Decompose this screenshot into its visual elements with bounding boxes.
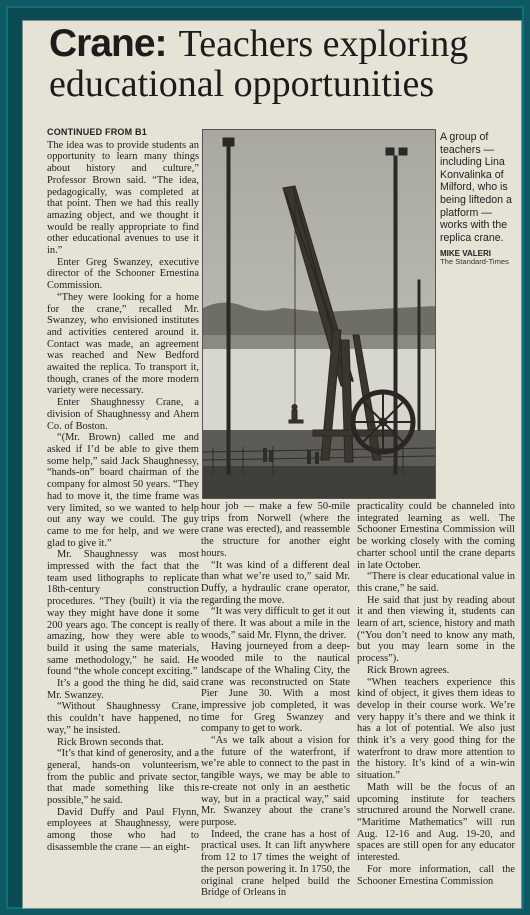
- paragraph: hour job — make a few 50-mile trips from Norwell (where the crane was erected), and reassemble the structure for another eight hours.: [201, 501, 350, 559]
- paragraph: The idea was to provide students an opportunity to learn many things about history and culture,” Professor Brown said. “The idea, pedagogically, was completed at that point. Then we had this really amazing object, and we thought it would be really appropriate to find other educational avenues to use it in.”: [47, 139, 199, 257]
- paragraph: Mr. Shaughnessy was most impressed with the fact that the team used lithographs to replicate 18th-century construction procedures. “They (built) it via the way they might have done it some 200 years ago. The concept is really amazing, how they were able to build it using the same materials, same methodology,” he said. He found “the whole concept exciting.”: [47, 549, 199, 678]
- paragraph: “When teachers experience this kind of object, it gives them ideas to develop in their course work. We’re very happy it’s there and we think it has a lot of potential. We also just think it’s a very good thing for the waterfront to draw more attention to the history. It’s kind of a win-win situation.”: [357, 676, 515, 782]
- paragraph: Indeed, the crane has a host of practical uses. It can lift anywhere from 12 to 17 times the weight of the person powering it. In 1750, the original crane helped build the Bridge of Orleans in: [201, 828, 350, 899]
- crane-replica-image: [203, 130, 435, 498]
- headline-line-1-rest: Teachers exploring: [178, 23, 469, 65]
- article-column-3: [357, 501, 515, 887]
- paragraph: Math will be the focus of an upcoming institute for teachers structured around the Norwell crane. “Maritime Mathematics” will run Aug. 12-16 and Aug. 19-20, and spaces are still open for any educator interested.: [357, 781, 515, 864]
- newspaper-clipping: [22, 20, 522, 909]
- photo-caption: A group of teachers — including Lina Konvalinka of Milford, who is being liftedon a platform — works with the replica crane.: [440, 131, 512, 244]
- continued-from-label: CONTINUED FROM B1: [47, 127, 147, 137]
- paragraph: “Without Shaughnessy Crane, this couldn’t have happened, no way,” he insisted.: [47, 701, 199, 736]
- photo-credit-name: MIKE VALERI: [440, 249, 491, 258]
- paragraph: “It’s that kind of generosity, and a general, hands-on volunteerism, from the public and private sector, that made something like this possible,” he said.: [47, 748, 199, 807]
- headline-line-1: [49, 23, 519, 64]
- paragraph: It’s a good the thing he did, said Mr. Swanzey.: [47, 678, 199, 701]
- paragraph: “As we talk about a vision for the future of the waterfront, if we’re able to connect to the past in tangible ways, we may be able to re-create not only in an aesthetic way, but in a practical way,” said Mr. Swanzey about the crane’s purpose.: [201, 735, 350, 828]
- paragraph: For more information, call the Schooner Ernestina Commission: [357, 863, 515, 887]
- headline-kicker: Crane:: [49, 22, 167, 65]
- paragraph: Having journeyed from a deep-wooded mile to the nautical landscape of the Whaling City, the crane was reconstructed on State Pier June 30. With a most impressive job completed, it was time for Greg Swanzey and company to get to work.: [201, 641, 350, 735]
- paragraph: Rick Brown seconds that.: [57, 736, 164, 748]
- paragraph: David Duffy and Paul Flynn, employees at Shaughnessy, were among those who had to disassemble the crane — an eight-: [47, 806, 199, 853]
- paragraph: practicality could be channeled into integrated learning as well. The Schooner Ernestina Commission will be working closely with the coming charter school until the crane departs in late October.: [357, 501, 515, 571]
- clipping-frame: [6, 6, 524, 909]
- headline: [49, 23, 519, 104]
- paragraph: He said that just by reading about it and then viewing it, students can learn of art, science, history and math (“You don’t need to know any math, but you may learn some in the process”).: [357, 594, 515, 665]
- paragraph: “(Mr. Brown) called me and asked if I’d be able to give them some help,” said Jack Shaughnessy, “hands-on” board chairman of the company for almost 50 years. “They had to move it, the time frame was very limited, so we wanted to help out any way we could. The guy came to me for help, and we were glad to give it.”: [47, 432, 199, 549]
- paragraph: Enter Shaughnessy Crane, a division of Shaughnessy and Ahern Co. of Boston.: [47, 397, 199, 432]
- paragraph: “It was kind of a different deal than what we’re used to,” said Mr. Duffy, a hydraulic crane operator, regarding the move.: [201, 559, 350, 606]
- paragraph: Enter Greg Swanzey, executive director of the Schooner Ernestina Commission.: [47, 256, 199, 292]
- article-column-1: [47, 127, 199, 854]
- crane-photo: [202, 129, 436, 499]
- paragraph: Rick Brown agrees.: [367, 664, 450, 676]
- photo-credit-org: The Standard-Times: [440, 257, 509, 266]
- headline-line-2: educational opportunities: [49, 63, 435, 105]
- paragraph: “It was very difficult to get it out of there. It was about a mile in the woods,” said Mr. Flynn, the driver.: [201, 606, 350, 641]
- paragraph: “They were looking for a home for the crane,” recalled Mr. Swanzey, who envisioned institutes and activities centered around it. Contact was made, an agreement was reached and New Bedford awaited the replica. To transport it, though, cranes of the more modern variety were necessary.: [47, 291, 199, 397]
- paragraph: “There is clear educational value in this crane,” he said.: [357, 571, 515, 594]
- article-column-2: [201, 501, 350, 899]
